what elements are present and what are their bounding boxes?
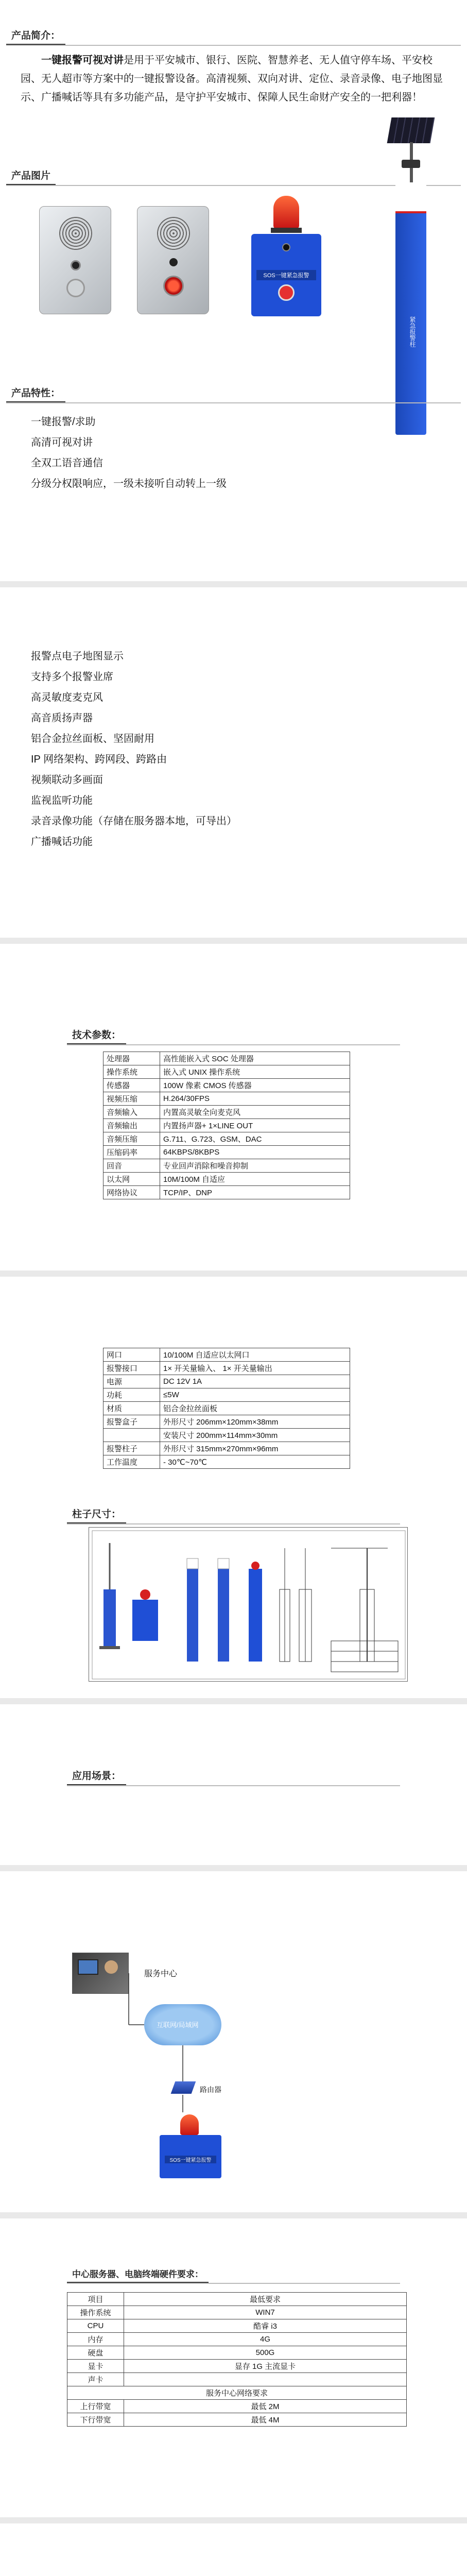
tech2-value-cell: 外形尺寸 206mm×120mm×38mm [160,1415,350,1429]
server-row [67,2306,407,2319]
tech2-row [103,1455,350,1469]
tech2-label-cell: 材质 [103,1402,160,1415]
tech-value-cell: 100W 像素 CMOS 传感器 [160,1079,350,1092]
tech-value-cell: 内置高灵敏全向麦克风 [160,1106,350,1119]
sos-button[interactable] [278,284,295,301]
tech-row [103,1132,350,1146]
tech-row [103,1159,350,1173]
server-net-title: 服务中心网络要求 [67,2386,407,2400]
server-label-cell: 操作系统 [67,2306,124,2319]
server-value-cell [124,2373,407,2386]
net-row [67,2400,407,2413]
tech2-label-cell: 报警接口 [103,1362,160,1375]
router-label: 路由器 [200,2086,221,2094]
tech2-label-cell: 报警盒子 [103,1415,160,1429]
intercom-panel-2 [137,206,209,314]
features2-list [0,646,467,852]
diagram-alarm-box [160,2135,221,2178]
server-value-cell: WIN7 [124,2306,407,2319]
tech2-value-cell: 1× 开关量输入、 1× 开关量输出 [160,1362,350,1375]
tech-value-cell: 嵌入式 UNIX 操作系统 [160,1065,350,1079]
tech2-row [103,1388,350,1402]
server-row [67,2360,407,2373]
system-diagram [67,1942,335,2179]
tech-label-cell: 压缩码率 [103,1146,160,1159]
tech-value-cell: G.711、G.723、GSM、DAC [160,1132,350,1146]
tech-value-cell: 64KBPS/8KBPS [160,1146,350,1159]
server-title: 中心服务器、电脑终端硬件要求： [67,2265,209,2283]
feature-item: 全双工语音通信 [31,457,103,469]
server-row [67,2346,407,2360]
tech-label-cell: 回音 [103,1159,160,1173]
pole-camera-icon [402,160,420,168]
solar-panel-icon [387,117,435,143]
alarm-beacon-icon [273,196,299,229]
diagram-alarm-beacon-icon [180,2114,199,2135]
tech2-value-cell: - 30℃~70℃ [160,1455,350,1469]
tech2-section [0,1348,467,1469]
tech2-value-cell: 外形尺寸 315mm×270mm×96mm [160,1442,350,1455]
server-value-cell: 酷睿 i3 [124,2319,407,2333]
tech-title: 技术参数： [67,1025,126,1044]
tech2-value-cell: 安装尺寸 200mm×114mm×30mm [160,1429,350,1442]
tech2-value-cell: 铝合金拉丝面板 [160,1402,350,1415]
box-sketch [132,1589,158,1641]
features-section [0,383,467,494]
server-value-cell: 4G [124,2333,407,2346]
server-label-cell: 显卡 [67,2360,124,2373]
tech2-row [103,1415,350,1429]
intro-title: 产品简介： [6,26,65,45]
tech-value-cell: TCP/IP、DNP [160,1186,350,1199]
tech2-label-cell: 报警柱子 [103,1442,160,1455]
server-title-rule [67,2283,400,2284]
feature-item: 支持多个报警业席 [31,671,113,683]
speaker-grille-icon [157,217,190,250]
camera-icon [169,258,178,266]
server-section [0,2265,467,2427]
divider [0,938,467,944]
tech-label-cell: 视频压缩 [103,1092,160,1106]
feature-item: 监视监听功能 [31,795,93,806]
camera-icon [71,260,81,270]
tech-label-cell: 传感器 [103,1079,160,1092]
tech-value-cell: 内置扬声器+ 1×LINE OUT [160,1119,350,1132]
tech2-row [103,1362,350,1375]
tech2-value-cell: ≤5W [160,1388,350,1402]
tech-value-cell: H.264/30FPS [160,1092,350,1106]
tech-table [103,1052,350,1199]
intercom-panel-1 [39,206,111,314]
divider [0,2212,467,2218]
beacon-base [271,228,302,233]
server-label-cell: 内存 [67,2333,124,2346]
tech-row [103,1186,350,1199]
features2-section [0,646,467,852]
server-row [67,2333,407,2346]
tech-value-cell: 10M/100M 自适应 [160,1173,350,1186]
intro-lead: 一键报警可视对讲 [41,55,124,66]
diagram-panel-label: SOS一键紧急报警 [165,2156,216,2163]
tech2-value-cell: DC 12V 1A [160,1375,350,1388]
tech2-table [103,1348,350,1469]
tech2-label-cell: 网口 [103,1348,160,1362]
tech2-value-cell: 10/100M 自适应以太网口 [160,1348,350,1362]
pictures-title: 产品图片 [6,166,56,185]
alarm-box-body [251,234,321,316]
technical-line-drawing [280,1548,398,1672]
intro-body: 是用于平安城市、银行、医院、智慧养老、无人值守停车场、平安校园、无人超市等方案中的一键报警设备。高清视频、双向对讲、定位、录音录像、电子地图显示、广播喊话等具有多功能产品，是守护平安城市、保障人民生命财产安全的一把利器！ [21,55,443,103]
tech-row [103,1146,350,1159]
scenes-title-rule [67,1785,400,1786]
net-label-cell: 下行带宽 [67,2413,124,2427]
divider [0,1865,467,1871]
pole-sketch-3 [218,1558,229,1662]
server-row [67,2373,407,2386]
feature-item: 高灵敏度麦克风 [31,692,103,703]
center-label: 服务中心 [144,1970,178,1978]
scenes-title: 应用场景： [67,1766,126,1785]
tech2-row [103,1402,350,1415]
pole-top-cap [395,182,426,213]
tech-row [103,1106,350,1119]
tech-row [103,1052,350,1065]
tech2-row [103,1442,350,1455]
cloud-label: 互联网/局域网 [157,2021,199,2029]
feature-item: 铝合金拉丝面板、坚固耐用 [31,733,154,744]
tech-row [103,1079,350,1092]
divider [0,1270,467,1277]
net-label-cell: 上行带宽 [67,2400,124,2413]
camera-icon [282,243,290,251]
feature-item: IP 网络架构、跨网段、跨路由 [31,754,167,765]
tech-title-rule [67,1044,400,1045]
tech2-label-cell: 功耗 [103,1388,160,1402]
tech-label-cell: 音频输出 [103,1119,160,1132]
dimension-drawing [89,1527,408,1682]
server-header-item: 项目 [67,2293,124,2306]
sos-panel-label: SOS一键紧急报警 [256,270,316,280]
server-row [67,2319,407,2333]
tech2-row [103,1348,350,1362]
net-value-cell: 最低 4M [124,2413,407,2427]
tech-label-cell: 音频输入 [103,1106,160,1119]
server-value-cell: 500G [124,2346,407,2360]
tech-row [103,1065,350,1079]
server-label-cell: 硬盘 [67,2346,124,2360]
tech-row [103,1173,350,1186]
pole-label: 紧急报警柱 [409,316,416,347]
intro-text [0,46,467,107]
feature-item: 高音质扬声器 [31,713,93,724]
tech-label-cell: 操作系统 [103,1065,160,1079]
feature-item: 分级分权限响应，一级未接听自动转上一级 [31,478,227,489]
tech-label-cell: 音频压缩 [103,1132,160,1146]
server-label-cell: CPU [67,2319,124,2333]
features-title: 产品特性： [6,383,65,402]
feature-item: 一键报警/求助 [31,416,96,428]
dimensions-section [0,1504,467,1524]
features-list [0,403,467,494]
divider [0,581,467,587]
tech2-label-cell [103,1429,160,1442]
feature-item: 高清可视对讲 [31,437,93,448]
call-button[interactable] [66,279,85,297]
server-label-cell: 声卡 [67,2373,124,2386]
server-table [67,2292,407,2427]
tech2-label-cell: 工作温度 [103,1455,160,1469]
tech-label-cell: 网络协议 [103,1186,160,1199]
alarm-button[interactable] [163,276,184,296]
pole-sketch-4 [249,1562,262,1662]
tech2-row [103,1375,350,1388]
feature-item: 广播喊话功能 [31,836,93,848]
scenes-section [0,1766,467,1786]
tech-label-cell: 以太网 [103,1173,160,1186]
tech-row [103,1119,350,1132]
tech-row [103,1092,350,1106]
speaker-grille-icon [59,217,92,250]
tech-label-cell: 处理器 [103,1052,160,1065]
tech2-row [103,1429,350,1442]
feature-item: 视频联动多画面 [31,774,103,786]
server-value-cell: 显存 1G 主流显卡 [124,2360,407,2373]
dimensions-title: 柱子尺寸： [67,1504,126,1523]
dimensions-title-rule [67,1523,400,1524]
alarm-box-product [245,196,327,319]
net-value-cell: 最低 2M [124,2400,407,2413]
pole-sketch-2 [187,1558,198,1662]
dimension-drawing-svg [89,1528,408,1682]
tech-value-cell: 专业回声消除和噪音抑制 [160,1159,350,1173]
net-row [67,2413,407,2427]
tech-value-cell: 高性能嵌入式 SOC 处理器 [160,1052,350,1065]
intro-section [0,26,467,107]
pole-sketch-1 [99,1543,120,1649]
tech2-label-cell: 电源 [103,1375,160,1388]
divider [0,1698,467,1704]
divider [0,2517,467,2523]
server-header-req: 最低要求 [124,2293,407,2306]
feature-item: 报警点电子地图显示 [31,651,124,662]
tech-section [0,1025,467,1199]
feature-item: 录音录像功能（存储在服务器本地，可导出） [31,816,237,827]
